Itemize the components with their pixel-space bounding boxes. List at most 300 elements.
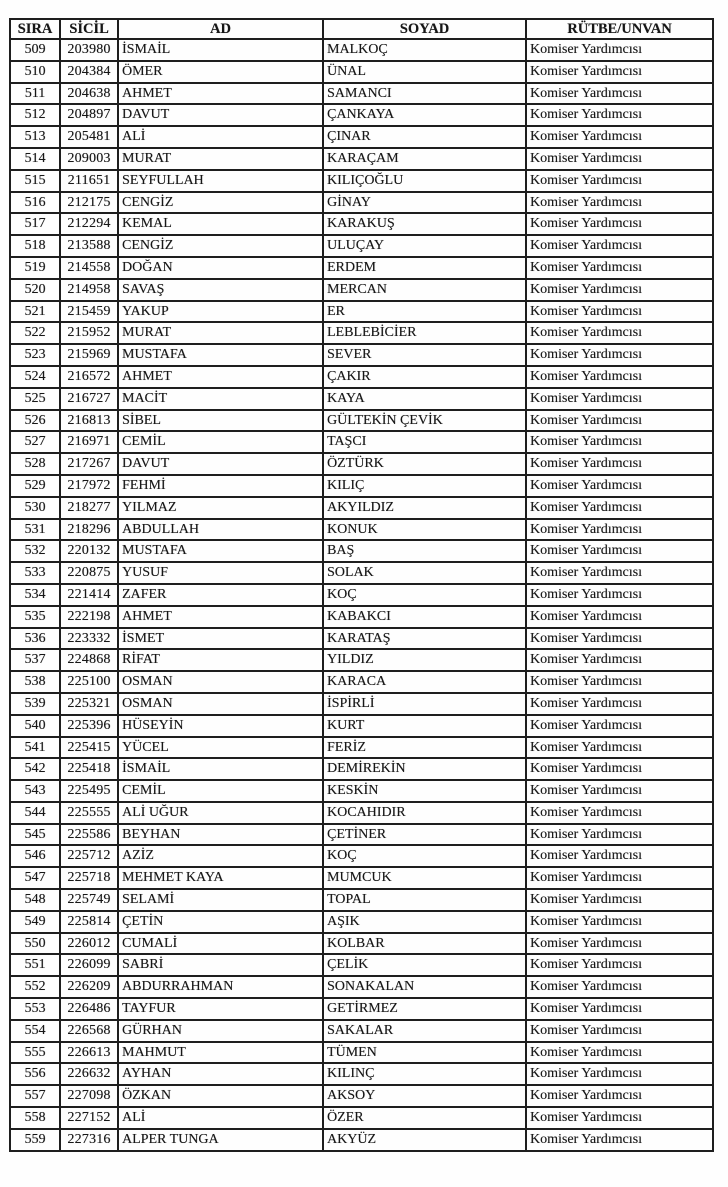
table-row: [10, 780, 713, 802]
cell-rutbe: Komiser Yardımcısı: [526, 1129, 713, 1151]
cell-ad: CENGİZ: [118, 235, 323, 257]
cell-rutbe: Komiser Yardımcısı: [526, 497, 713, 519]
cell-sicil: 224868: [60, 649, 118, 671]
cell-soyad: SAKALAR: [323, 1020, 526, 1042]
cell-rutbe: Komiser Yardımcısı: [526, 845, 713, 867]
cell-soyad: TAŞCI: [323, 431, 526, 453]
cell-soyad: ULUÇAY: [323, 235, 526, 257]
cell-sicil: 215459: [60, 301, 118, 323]
table-row: [10, 257, 713, 279]
cell-rutbe: Komiser Yardımcısı: [526, 606, 713, 628]
personnel-table: [9, 18, 714, 1152]
cell-rutbe: Komiser Yardımcısı: [526, 933, 713, 955]
cell-sira: 524: [10, 366, 60, 388]
cell-rutbe: Komiser Yardımcısı: [526, 519, 713, 541]
cell-sira: 536: [10, 628, 60, 650]
cell-rutbe: Komiser Yardımcısı: [526, 213, 713, 235]
cell-ad: MUSTAFA: [118, 344, 323, 366]
cell-sira: 553: [10, 998, 60, 1020]
cell-sicil: 225814: [60, 911, 118, 933]
cell-sicil: 225749: [60, 889, 118, 911]
cell-rutbe: Komiser Yardımcısı: [526, 431, 713, 453]
cell-ad: CEMİL: [118, 780, 323, 802]
cell-ad: DAVUT: [118, 453, 323, 475]
cell-sicil: 225100: [60, 671, 118, 693]
cell-soyad: KOLBAR: [323, 933, 526, 955]
cell-soyad: ÇAKIR: [323, 366, 526, 388]
cell-ad: YILMAZ: [118, 497, 323, 519]
cell-sicil: 217267: [60, 453, 118, 475]
cell-rutbe: Komiser Yardımcısı: [526, 1020, 713, 1042]
cell-rutbe: Komiser Yardımcısı: [526, 126, 713, 148]
cell-ad: SELAMİ: [118, 889, 323, 911]
cell-ad: CEMİL: [118, 431, 323, 453]
cell-sicil: 216971: [60, 431, 118, 453]
cell-ad: FEHMİ: [118, 475, 323, 497]
cell-sicil: 203980: [60, 39, 118, 61]
cell-soyad: BAŞ: [323, 540, 526, 562]
table-row: [10, 628, 713, 650]
table-row: [10, 1085, 713, 1107]
cell-soyad: MERCAN: [323, 279, 526, 301]
cell-sicil: 216813: [60, 410, 118, 432]
cell-sira: 526: [10, 410, 60, 432]
cell-soyad: TOPAL: [323, 889, 526, 911]
cell-sira: 522: [10, 322, 60, 344]
cell-soyad: ÇETİNER: [323, 824, 526, 846]
cell-rutbe: Komiser Yardımcısı: [526, 693, 713, 715]
table-row: [10, 410, 713, 432]
table-row: [10, 562, 713, 584]
table-row: [10, 344, 713, 366]
cell-soyad: İSPİRLİ: [323, 693, 526, 715]
table-body: [10, 39, 713, 1151]
cell-soyad: SOLAK: [323, 562, 526, 584]
cell-sira: 525: [10, 388, 60, 410]
cell-sira: 558: [10, 1107, 60, 1129]
cell-sicil: 226099: [60, 954, 118, 976]
cell-sicil: 220875: [60, 562, 118, 584]
cell-soyad: AKYÜZ: [323, 1129, 526, 1151]
table-row: [10, 1063, 713, 1085]
cell-sira: 546: [10, 845, 60, 867]
cell-rutbe: Komiser Yardımcısı: [526, 279, 713, 301]
cell-sira: 534: [10, 584, 60, 606]
table-row: [10, 606, 713, 628]
cell-soyad: ÇINAR: [323, 126, 526, 148]
table-row: [10, 431, 713, 453]
cell-rutbe: Komiser Yardımcısı: [526, 998, 713, 1020]
cell-sira: 547: [10, 867, 60, 889]
cell-soyad: KURT: [323, 715, 526, 737]
cell-sira: 550: [10, 933, 60, 955]
cell-sicil: 223332: [60, 628, 118, 650]
cell-rutbe: Komiser Yardımcısı: [526, 475, 713, 497]
cell-sicil: 226632: [60, 1063, 118, 1085]
cell-ad: CENGİZ: [118, 192, 323, 214]
cell-sicil: 226568: [60, 1020, 118, 1042]
cell-ad: GÜRHAN: [118, 1020, 323, 1042]
table-row: [10, 933, 713, 955]
cell-ad: İSMAİL: [118, 39, 323, 61]
cell-rutbe: Komiser Yardımcısı: [526, 758, 713, 780]
cell-rutbe: Komiser Yardımcısı: [526, 192, 713, 214]
cell-sicil: 211651: [60, 170, 118, 192]
cell-sicil: 226012: [60, 933, 118, 955]
cell-sicil: 225396: [60, 715, 118, 737]
cell-sicil: 216727: [60, 388, 118, 410]
cell-sicil: 214558: [60, 257, 118, 279]
cell-sira: 552: [10, 976, 60, 998]
cell-ad: MURAT: [118, 322, 323, 344]
cell-rutbe: Komiser Yardımcısı: [526, 104, 713, 126]
cell-rutbe: Komiser Yardımcısı: [526, 715, 713, 737]
cell-sicil: 225718: [60, 867, 118, 889]
table-row: [10, 61, 713, 83]
cell-rutbe: Komiser Yardımcısı: [526, 954, 713, 976]
table-row: [10, 715, 713, 737]
table-row: [10, 235, 713, 257]
column-header-rutbe: RÜTBE/UNVAN: [526, 19, 713, 39]
cell-sira: 551: [10, 954, 60, 976]
cell-sicil: 227152: [60, 1107, 118, 1129]
cell-rutbe: Komiser Yardımcısı: [526, 257, 713, 279]
cell-soyad: ÇANKAYA: [323, 104, 526, 126]
cell-soyad: ÖZTÜRK: [323, 453, 526, 475]
header-row: [10, 19, 713, 39]
cell-sira: 535: [10, 606, 60, 628]
cell-sira: 510: [10, 61, 60, 83]
cell-sicil: 216572: [60, 366, 118, 388]
cell-rutbe: Komiser Yardımcısı: [526, 366, 713, 388]
cell-sira: 544: [10, 802, 60, 824]
cell-sicil: 220132: [60, 540, 118, 562]
cell-ad: OSMAN: [118, 671, 323, 693]
cell-ad: OSMAN: [118, 693, 323, 715]
cell-rutbe: Komiser Yardımcısı: [526, 737, 713, 759]
cell-rutbe: Komiser Yardımcısı: [526, 322, 713, 344]
cell-rutbe: Komiser Yardımcısı: [526, 39, 713, 61]
table-row: [10, 170, 713, 192]
table-row: [10, 475, 713, 497]
table-row: [10, 39, 713, 61]
cell-soyad: KARAÇAM: [323, 148, 526, 170]
cell-soyad: GİNAY: [323, 192, 526, 214]
cell-soyad: GETİRMEZ: [323, 998, 526, 1020]
cell-sira: 538: [10, 671, 60, 693]
cell-sicil: 214958: [60, 279, 118, 301]
cell-ad: RİFAT: [118, 649, 323, 671]
cell-rutbe: Komiser Yardımcısı: [526, 649, 713, 671]
cell-rutbe: Komiser Yardımcısı: [526, 540, 713, 562]
cell-rutbe: Komiser Yardımcısı: [526, 1107, 713, 1129]
cell-sicil: 226613: [60, 1042, 118, 1064]
cell-ad: MUSTAFA: [118, 540, 323, 562]
cell-soyad: KESKİN: [323, 780, 526, 802]
cell-ad: MURAT: [118, 148, 323, 170]
column-header-sira: SIRA: [10, 19, 60, 39]
cell-soyad: KABAKCI: [323, 606, 526, 628]
cell-sicil: 212175: [60, 192, 118, 214]
cell-sira: 514: [10, 148, 60, 170]
cell-soyad: KARATAŞ: [323, 628, 526, 650]
cell-sira: 521: [10, 301, 60, 323]
cell-sira: 531: [10, 519, 60, 541]
cell-rutbe: Komiser Yardımcısı: [526, 671, 713, 693]
cell-rutbe: Komiser Yardımcısı: [526, 61, 713, 83]
table-row: [10, 104, 713, 126]
cell-rutbe: Komiser Yardımcısı: [526, 584, 713, 606]
cell-sira: 555: [10, 1042, 60, 1064]
cell-rutbe: Komiser Yardımcısı: [526, 1085, 713, 1107]
cell-soyad: KILIÇOĞLU: [323, 170, 526, 192]
column-header-sicil: SİCİL: [60, 19, 118, 39]
cell-soyad: ÇELİK: [323, 954, 526, 976]
cell-sicil: 213588: [60, 235, 118, 257]
cell-ad: DAVUT: [118, 104, 323, 126]
cell-rutbe: Komiser Yardımcısı: [526, 83, 713, 105]
cell-soyad: KONUK: [323, 519, 526, 541]
cell-soyad: AŞIK: [323, 911, 526, 933]
cell-rutbe: Komiser Yardımcısı: [526, 628, 713, 650]
cell-sira: 528: [10, 453, 60, 475]
table-row: [10, 824, 713, 846]
cell-sira: 519: [10, 257, 60, 279]
cell-sicil: 225586: [60, 824, 118, 846]
cell-rutbe: Komiser Yardımcısı: [526, 301, 713, 323]
cell-sira: 540: [10, 715, 60, 737]
table-row: [10, 1042, 713, 1064]
cell-soyad: LEBLEBİCİER: [323, 322, 526, 344]
cell-rutbe: Komiser Yardımcısı: [526, 388, 713, 410]
table-row: [10, 867, 713, 889]
cell-ad: AHMET: [118, 83, 323, 105]
cell-soyad: ER: [323, 301, 526, 323]
cell-rutbe: Komiser Yardımcısı: [526, 170, 713, 192]
cell-sicil: 204384: [60, 61, 118, 83]
cell-ad: MAHMUT: [118, 1042, 323, 1064]
cell-sira: 533: [10, 562, 60, 584]
cell-sira: 509: [10, 39, 60, 61]
cell-ad: AZİZ: [118, 845, 323, 867]
cell-ad: İSMAİL: [118, 758, 323, 780]
cell-rutbe: Komiser Yardımcısı: [526, 453, 713, 475]
cell-sira: 548: [10, 889, 60, 911]
cell-ad: ZAFER: [118, 584, 323, 606]
cell-ad: AHMET: [118, 366, 323, 388]
cell-rutbe: Komiser Yardımcısı: [526, 802, 713, 824]
cell-sira: 523: [10, 344, 60, 366]
cell-rutbe: Komiser Yardımcısı: [526, 410, 713, 432]
table-row: [10, 845, 713, 867]
cell-sicil: 227316: [60, 1129, 118, 1151]
cell-sicil: 215952: [60, 322, 118, 344]
cell-ad: ALİ: [118, 1107, 323, 1129]
cell-sira: 529: [10, 475, 60, 497]
table-row: [10, 126, 713, 148]
table-row: [10, 366, 713, 388]
cell-sira: 549: [10, 911, 60, 933]
cell-ad: ABDURRAHMAN: [118, 976, 323, 998]
cell-ad: KEMAL: [118, 213, 323, 235]
table-row: [10, 758, 713, 780]
cell-sira: 537: [10, 649, 60, 671]
cell-ad: TAYFUR: [118, 998, 323, 1020]
cell-sicil: 204638: [60, 83, 118, 105]
cell-sicil: 226209: [60, 976, 118, 998]
cell-sicil: 225495: [60, 780, 118, 802]
table-row: [10, 497, 713, 519]
table-row: [10, 301, 713, 323]
cell-ad: ALPER TUNGA: [118, 1129, 323, 1151]
cell-soyad: TÜMEN: [323, 1042, 526, 1064]
cell-rutbe: Komiser Yardımcısı: [526, 148, 713, 170]
cell-sira: 517: [10, 213, 60, 235]
table-row: [10, 453, 713, 475]
table-row: [10, 213, 713, 235]
cell-sicil: 222198: [60, 606, 118, 628]
cell-soyad: GÜLTEKİN ÇEVİK: [323, 410, 526, 432]
cell-sira: 513: [10, 126, 60, 148]
table-row: [10, 649, 713, 671]
cell-ad: YÜCEL: [118, 737, 323, 759]
cell-sicil: 227098: [60, 1085, 118, 1107]
cell-soyad: KAYA: [323, 388, 526, 410]
table-row: [10, 802, 713, 824]
cell-soyad: KARACA: [323, 671, 526, 693]
table-row: [10, 519, 713, 541]
cell-sicil: 226486: [60, 998, 118, 1020]
cell-sicil: 218296: [60, 519, 118, 541]
cell-rutbe: Komiser Yardımcısı: [526, 562, 713, 584]
cell-soyad: AKYILDIZ: [323, 497, 526, 519]
cell-soyad: SEVER: [323, 344, 526, 366]
cell-ad: ÖMER: [118, 61, 323, 83]
table-row: [10, 976, 713, 998]
cell-rutbe: Komiser Yardımcısı: [526, 344, 713, 366]
cell-sira: 541: [10, 737, 60, 759]
cell-sira: 520: [10, 279, 60, 301]
table-row: [10, 322, 713, 344]
cell-ad: SİBEL: [118, 410, 323, 432]
table-row: [10, 889, 713, 911]
cell-soyad: FERİZ: [323, 737, 526, 759]
cell-sicil: 212294: [60, 213, 118, 235]
cell-rutbe: Komiser Yardımcısı: [526, 889, 713, 911]
cell-soyad: KILINÇ: [323, 1063, 526, 1085]
cell-sira: 532: [10, 540, 60, 562]
table-row: [10, 671, 713, 693]
cell-rutbe: Komiser Yardımcısı: [526, 824, 713, 846]
cell-ad: SABRİ: [118, 954, 323, 976]
table-row: [10, 584, 713, 606]
cell-sira: 542: [10, 758, 60, 780]
cell-soyad: ÖZER: [323, 1107, 526, 1129]
cell-sicil: 221414: [60, 584, 118, 606]
table-row: [10, 1020, 713, 1042]
cell-sicil: 225555: [60, 802, 118, 824]
cell-soyad: SONAKALAN: [323, 976, 526, 998]
cell-sicil: 217972: [60, 475, 118, 497]
cell-sira: 511: [10, 83, 60, 105]
cell-ad: YAKUP: [118, 301, 323, 323]
cell-sira: 515: [10, 170, 60, 192]
cell-sira: 557: [10, 1085, 60, 1107]
cell-sira: 559: [10, 1129, 60, 1151]
cell-soyad: KARAKUŞ: [323, 213, 526, 235]
cell-sicil: 209003: [60, 148, 118, 170]
cell-soyad: ÜNAL: [323, 61, 526, 83]
cell-soyad: MALKOÇ: [323, 39, 526, 61]
cell-sira: 527: [10, 431, 60, 453]
table-row: [10, 911, 713, 933]
table-row: [10, 693, 713, 715]
cell-sicil: 225415: [60, 737, 118, 759]
cell-rutbe: Komiser Yardımcısı: [526, 1042, 713, 1064]
cell-sicil: 215969: [60, 344, 118, 366]
cell-ad: AYHAN: [118, 1063, 323, 1085]
table-row: [10, 192, 713, 214]
cell-ad: ALİ: [118, 126, 323, 148]
cell-sira: 554: [10, 1020, 60, 1042]
cell-ad: ÇETİN: [118, 911, 323, 933]
cell-ad: SEYFULLAH: [118, 170, 323, 192]
table-row: [10, 954, 713, 976]
cell-rutbe: Komiser Yardımcısı: [526, 976, 713, 998]
cell-ad: MEHMET KAYA: [118, 867, 323, 889]
cell-sira: 539: [10, 693, 60, 715]
cell-ad: İSMET: [118, 628, 323, 650]
cell-soyad: AKSOY: [323, 1085, 526, 1107]
cell-sira: 518: [10, 235, 60, 257]
cell-sicil: 205481: [60, 126, 118, 148]
cell-ad: AHMET: [118, 606, 323, 628]
cell-ad: MACİT: [118, 388, 323, 410]
table-row: [10, 540, 713, 562]
cell-sira: 512: [10, 104, 60, 126]
cell-ad: ABDULLAH: [118, 519, 323, 541]
table-row: [10, 148, 713, 170]
table-row: [10, 83, 713, 105]
column-header-soyad: SOYAD: [323, 19, 526, 39]
cell-sicil: 225321: [60, 693, 118, 715]
cell-sira: 543: [10, 780, 60, 802]
cell-sicil: 218277: [60, 497, 118, 519]
table-row: [10, 1129, 713, 1151]
cell-soyad: SAMANCI: [323, 83, 526, 105]
table-row: [10, 1107, 713, 1129]
cell-soyad: KOÇ: [323, 584, 526, 606]
cell-soyad: KOÇ: [323, 845, 526, 867]
cell-sira: 530: [10, 497, 60, 519]
cell-soyad: YILDIZ: [323, 649, 526, 671]
table-row: [10, 737, 713, 759]
cell-rutbe: Komiser Yardımcısı: [526, 235, 713, 257]
cell-ad: BEYHAN: [118, 824, 323, 846]
column-header-ad: AD: [118, 19, 323, 39]
cell-soyad: ERDEM: [323, 257, 526, 279]
cell-sicil: 204897: [60, 104, 118, 126]
cell-ad: CUMALİ: [118, 933, 323, 955]
cell-ad: YUSUF: [118, 562, 323, 584]
cell-soyad: KOCAHIDIR: [323, 802, 526, 824]
table-row: [10, 279, 713, 301]
cell-rutbe: Komiser Yardımcısı: [526, 911, 713, 933]
cell-sira: 556: [10, 1063, 60, 1085]
cell-soyad: MUMCUK: [323, 867, 526, 889]
cell-ad: HÜSEYİN: [118, 715, 323, 737]
cell-sira: 516: [10, 192, 60, 214]
